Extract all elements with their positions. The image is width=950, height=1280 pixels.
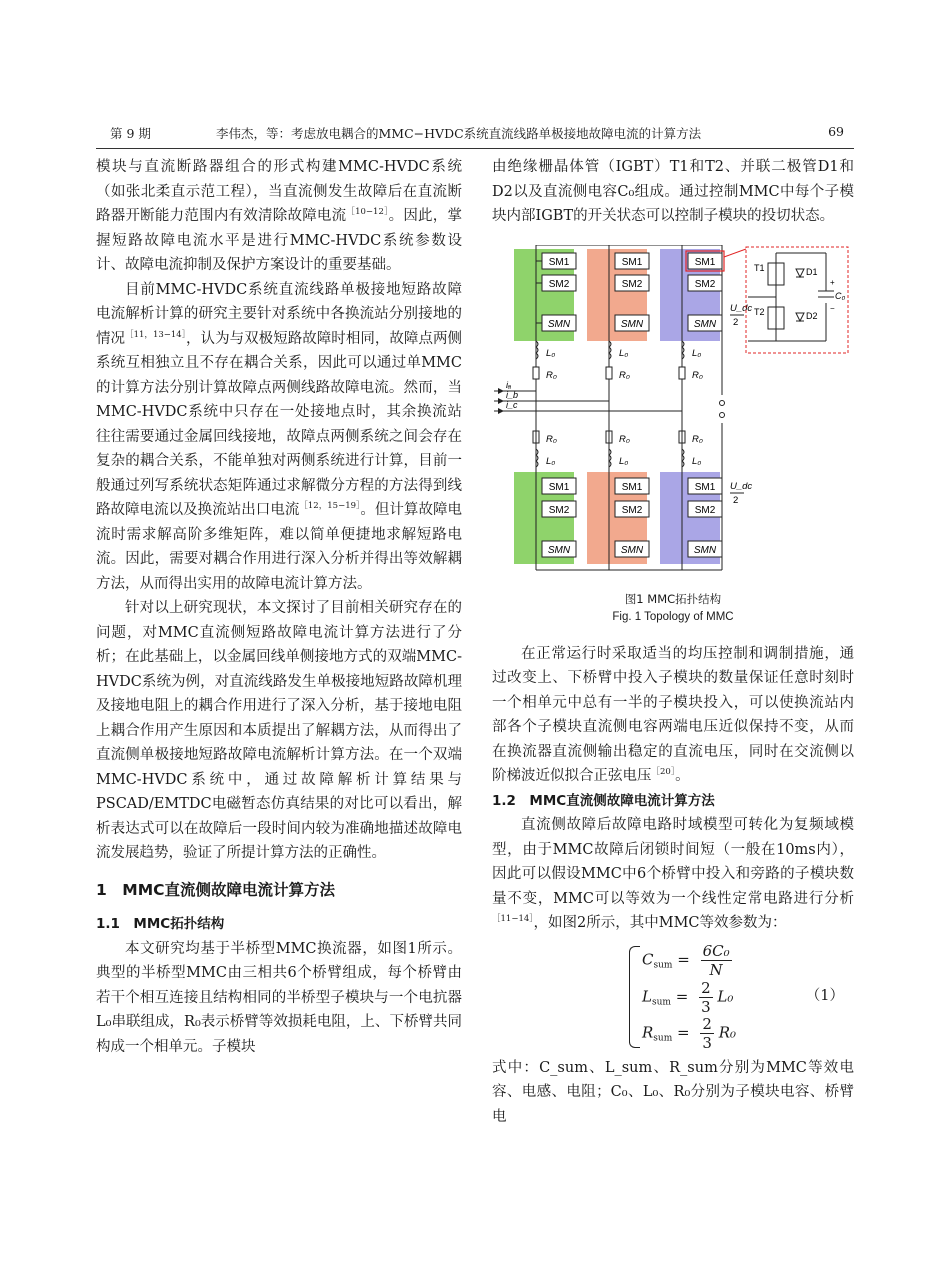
paragraph: 模块与直流断路器组合的形式构建MMC-HVDC系统（如张北柔直示范工程），当直流侧发生故障后在直流断路器开断能力范围内有效清除故障电流$^{[10-12]}$。因此，掌握短路故障电流水平是进行MMC-HVDC系统参数设计、故障电流抑制及保护方案设计的重要基础。 xyxy=(96,159,463,273)
submodule-detail xyxy=(746,247,848,353)
svg-text:SM1: SM1 xyxy=(548,481,570,493)
svg-text:−: − xyxy=(830,303,835,313)
figure-caption-en: Fig. 1 Topology of MMC xyxy=(612,610,734,623)
svg-text:SMN: SMN xyxy=(620,318,644,330)
svg-text:L₀: L₀ xyxy=(692,455,702,467)
svg-text:T1: T1 xyxy=(754,262,765,273)
citation[interactable]: ［20］ xyxy=(651,767,676,777)
eq-row-r: $R_{sum}$ = $\frac{2}{3}$ R₀ xyxy=(642,1014,737,1052)
svg-text:SM2: SM2 xyxy=(621,504,643,516)
paragraph: 直流侧故障后故障电路时域模型可转化为复频域模型，由于MMC故障后闭锁时间短（一般在10ms内），因此可以假设MMC中6个桥臂中投入和旁路的子模块数量不变，MMC可以等效为一个线性定常电路进行分析$^{[11-14]}$，如图2所示，其中MMC等效参数为： xyxy=(492,817,854,931)
equation-number: （1） xyxy=(805,987,844,1004)
mmc-circuit-diagram xyxy=(492,245,854,590)
svg-text:SMN: SMN xyxy=(547,544,571,556)
svg-text:SMN: SMN xyxy=(693,544,717,556)
section-heading-1: 1 MMC直流侧故障电流计算方法 xyxy=(96,880,336,899)
svg-text:R₀: R₀ xyxy=(692,433,703,445)
svg-text:iₐ: iₐ xyxy=(506,379,512,390)
svg-text:SM2: SM2 xyxy=(548,278,570,290)
citation[interactable]: ［11−14］ xyxy=(492,914,534,924)
paragraph: 式中：C_sum、L_sum、R_sum分别为MMC等效电容、电感、电阻；C₀、L₀、R₀分别为子模块电容、桥臂电 xyxy=(492,1059,854,1125)
citation[interactable]: ［11，13−14］ xyxy=(125,329,187,340)
figure-mmc-topology xyxy=(492,245,854,590)
figure-caption-cn: 图1 MMC拓扑结构 xyxy=(624,591,722,606)
svg-text:R₀: R₀ xyxy=(619,369,630,381)
svg-text:SM2: SM2 xyxy=(548,504,570,516)
page-number: 69 xyxy=(828,124,844,139)
svg-text:SM1: SM1 xyxy=(621,256,643,268)
ac-terminals xyxy=(494,380,682,427)
section-heading-1-1: 1.1 MMC拓扑结构 xyxy=(96,916,225,932)
svg-text:R₀: R₀ xyxy=(619,433,630,445)
svg-text:i_c: i_c xyxy=(506,399,518,410)
running-header xyxy=(96,122,854,149)
upper-impedances xyxy=(533,341,703,381)
svg-text:SM2: SM2 xyxy=(621,278,643,290)
running-title: 李伟杰，等：考虑放电耦合的MMC−HVDC系统直流线路单极接地故障电流的计算方法 xyxy=(216,126,702,141)
issue-label: 第 9 期 xyxy=(110,126,151,141)
upper-arm-a xyxy=(536,245,576,385)
svg-text:U_dc: U_dc xyxy=(730,480,753,492)
right-column xyxy=(492,155,854,1129)
paragraph: 由绝缘栅晶体管（IGBT）T1和T2、并联二极管D1和D2以及直流侧电容C₀组成。通过控制MMC中每个子模块内部IGBT的开关状态可以控制子模块的投切状态。 xyxy=(492,159,854,224)
svg-text:SM1: SM1 xyxy=(694,481,716,493)
svg-text:L₀: L₀ xyxy=(619,347,629,359)
svg-text:L₀: L₀ xyxy=(546,455,556,467)
svg-text:R₀: R₀ xyxy=(546,369,557,381)
paragraph: 针对以上研究现状，本文探讨了目前相关研究存在的问题，对MMC直流侧短路故障电流计算方法进行了分析；在此基础上，以金属回线单侧接地方式的双端MMC-HVDC系统为例，对直流线路发生单极接地短路故障机理及接地电阻上的耦合作用进行了深入分析，基于接地电阻上耦合作用产生原因和本质提出了解耦方法，从而得出了直流侧单极接地短路故障电流解析计算方法。在一个双端MMC-HVDC系统中，通过故障解析计算结果与PSCAD/EMTDC电磁暂态仿真结果的对比可以看出，解析表达式可以在故障后一段时间内较为准确地描述故障电流发展趋势，验证了所提计算方法的正确性。 xyxy=(96,600,462,861)
section-heading-1-2: 1.2 MMC直流侧故障电流计算方法 xyxy=(492,792,715,809)
svg-text:SM2: SM2 xyxy=(694,504,716,516)
paragraph: 在正常运行时采取适当的均压控制和调制措施，通过改变上、下桥臂中投入子模块的数量保证任意时刻时一个相单元中总有一半的子模块投入，可以使换流站内部各个子模块直流侧电容两端电压近似保持不变，从而在换流器直流侧输出稳定的直流电压，同时在交流侧以阶梯波近似拟合正弦电压$^{[20]}$。 xyxy=(492,645,854,784)
svg-text:+: + xyxy=(830,277,835,287)
svg-text:L₀: L₀ xyxy=(546,347,556,359)
svg-text:D2: D2 xyxy=(806,310,818,321)
eq-row-l: $L_{sum}$ = $\frac{2}{3}$ L₀ xyxy=(642,978,734,1016)
svg-text:C₀: C₀ xyxy=(835,290,846,301)
svg-text:SM2: SM2 xyxy=(694,278,716,290)
citation[interactable]: ［10−12］ xyxy=(346,207,389,217)
svg-text:2: 2 xyxy=(733,316,739,328)
svg-text:2: 2 xyxy=(733,494,739,506)
equation-1 xyxy=(492,942,854,1052)
citation[interactable]: ［12，15−19］ xyxy=(299,501,361,511)
upper-arm-b xyxy=(609,245,649,385)
lower-impedances xyxy=(533,431,703,467)
svg-text:SMN: SMN xyxy=(547,318,571,330)
paragraph: 本文研究均基于半桥型MMC换流器，如图1所示。典型的半桥型MMC由三相共6个桥臂组成，每个桥臂由若干个相互连接且结构相同的半桥型子模块与一个电抗器L₀串联组成，R₀表示桥臂等效损耗电阻，上、下桥臂共同构成一个相单元。子模块 xyxy=(96,940,462,1055)
svg-text:L₀: L₀ xyxy=(692,347,702,359)
paragraph: 目前MMC-HVDC系统直流线路单极接地短路故障电流解析计算的研究主要针对系统中各换流站分别接地的情况$^{[11,13-14]}$，认为与双极短路故障时相同，故障点两侧系统互相独立且不存在耦合关系，因此可以通过单MMC的计算方法分别计算故障点两侧线路故障电流。然而，当MMC-HVDC系统中只存在一处接地点时，其余换流站往往需要通过金属回线接地，故障点两侧系统之间会存在复杂的耦合关系，不能单独对两侧系统进行计算，目前一般通过列写系统状态矩阵通过求解微分方程的方法得到线路故障电流以及换流站出口电流$^{[12,15-19]}$。但计算故障电流时需求解高阶多维矩阵，难以简单便捷地求解短路电流。因此，需要对耦合作用进行深入分析并得出等效解耦方法，从而得出实用的故障电流计算方法。 xyxy=(96,281,463,592)
udc-labels xyxy=(730,303,752,506)
svg-text:D1: D1 xyxy=(806,266,818,277)
svg-text:U_dc: U_dc xyxy=(730,302,753,314)
svg-text:R₀: R₀ xyxy=(692,369,703,381)
svg-text:SMN: SMN xyxy=(620,544,644,556)
equation-brace xyxy=(629,946,640,1048)
svg-text:SM1: SM1 xyxy=(621,481,643,493)
svg-text:T2: T2 xyxy=(754,306,765,317)
svg-text:SM1: SM1 xyxy=(548,256,570,268)
left-column xyxy=(96,155,462,1059)
svg-text:L₀: L₀ xyxy=(619,455,629,467)
svg-text:SM1: SM1 xyxy=(694,256,716,268)
svg-text:SMN: SMN xyxy=(693,318,717,330)
upper-arm-c xyxy=(682,245,722,385)
eq-row-c: $C_{sum}$ = $\frac{\text{6C₀}}{N}$ xyxy=(642,941,730,979)
svg-text:i_b: i_b xyxy=(506,389,519,400)
svg-text:R₀: R₀ xyxy=(546,433,557,445)
